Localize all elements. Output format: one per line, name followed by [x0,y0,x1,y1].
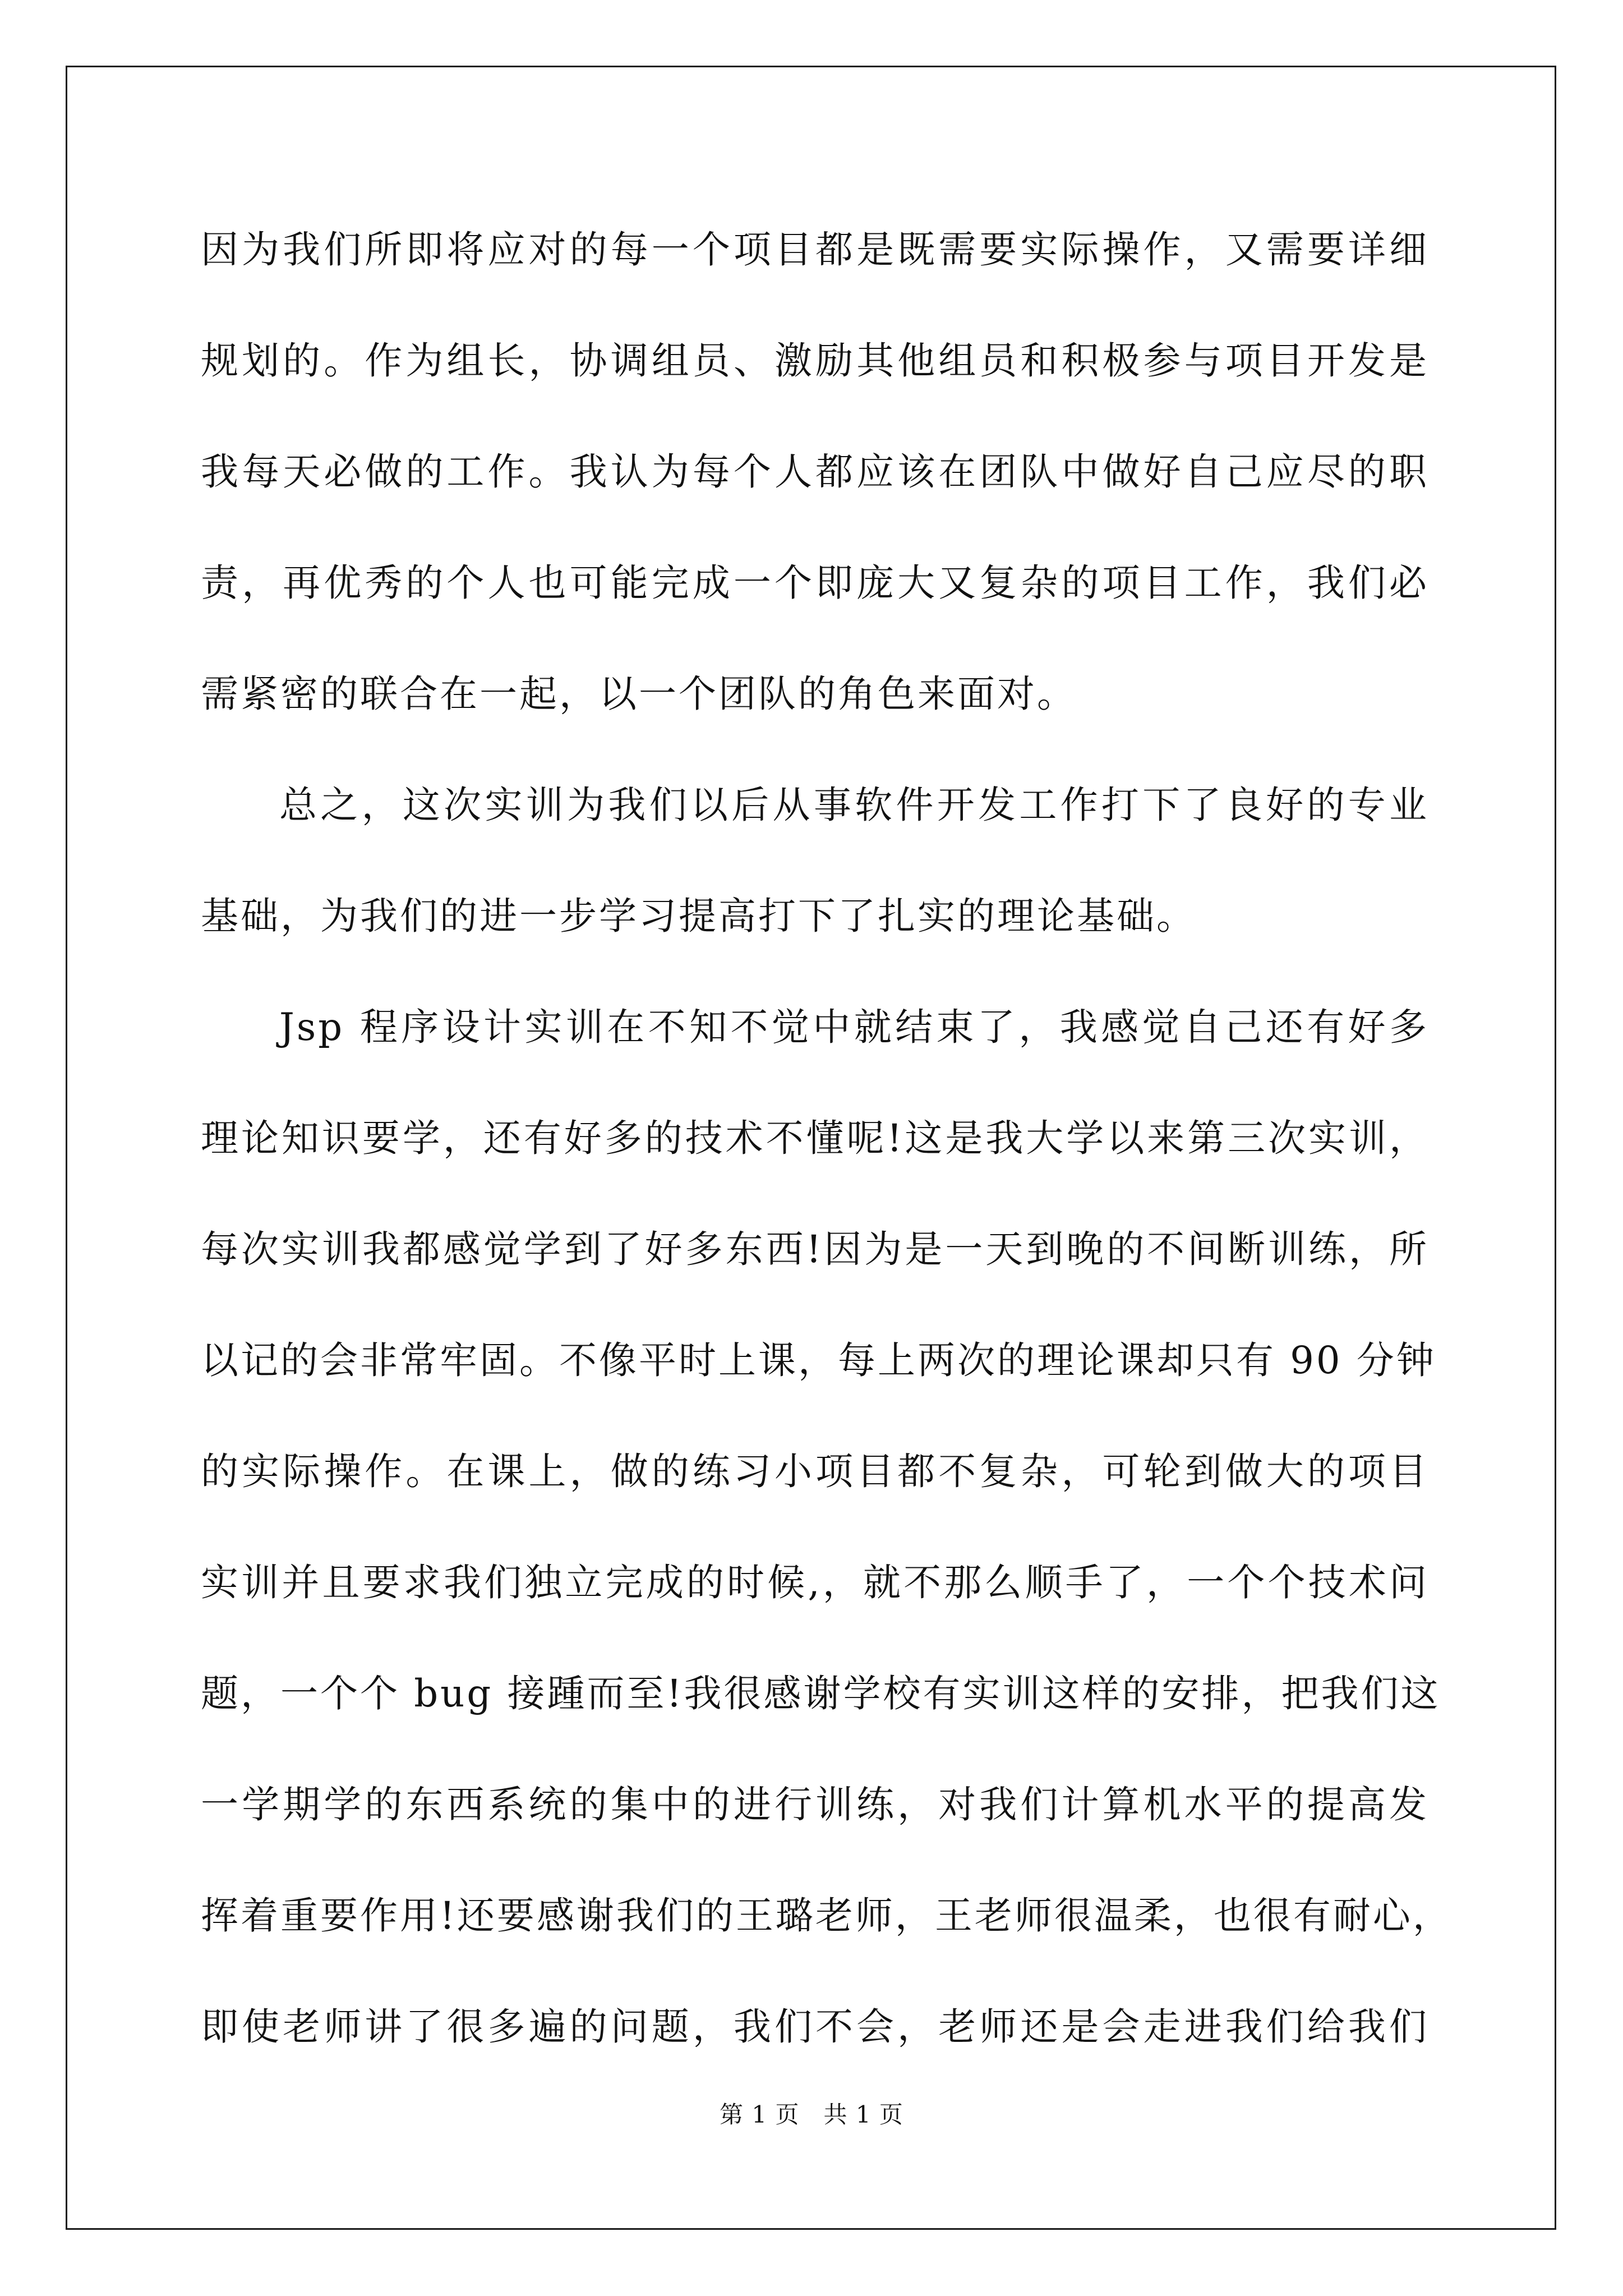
body-text-line-1: 因为我们所即将应对的每一个项目都是既需要实际操作，又需要详细 [201,228,1429,272]
body-text-line-13: 实训并且要求我们独立完成的时候,，就不那么顺手了，一个个技术问 [201,1561,1429,1604]
body-text-line-14: 题，一个个 bug 接踵而至!我很感谢学校有实训这样的安排，把我们这 [201,1672,1441,1715]
body-text-line-17: 即使老师讲了很多遍的问题，我们不会，老师还是会走进我们给我们 [201,2005,1429,2049]
body-text-line-15: 一学期学的东西系统的集中的进行训练，对我们计算机水平的提高发 [201,1783,1429,1826]
body-text-line-9: 理论知识要学，还有好多的技术不懂呢!这是我大学以来第三次实训， [201,1116,1429,1160]
body-text-line-5: 需紧密的联合在一起，以一个团队的角色来面对。 [201,672,1077,716]
body-text-line-11: 以记的会非常牢固。不像平时上课，每上两次的理论课却只有 90 分钟 [201,1338,1436,1382]
paragraph-start-line-6: 总之，这次实训为我们以后从事软件开发工作打下了良好的专业 [279,783,1429,827]
body-text-line-16: 挥着重要作用!还要感谢我们的王璐老师，王老师很温柔，也很有耐心， [201,1894,1453,1938]
body-text-line-3: 我每天必做的工作。我认为每个人都应该在团队中做好自己应尽的职 [201,450,1429,494]
body-text-line-12: 的实际操作。在课上，做的练习小项目都不复杂，可轮到做大的项目 [201,1450,1429,1493]
paragraph-start-line-8: Jsp 程序设计实训在不知不觉中就结束了，我感觉自己还有好多 [279,1005,1429,1049]
body-text-line-2: 规划的。作为组长，协调组员、激励其他组员和积极参与项目开发是 [201,339,1429,383]
body-text-line-10: 每次实训我都感觉学到了好多东西!因为是一天到晚的不间断训练，所 [201,1227,1429,1271]
body-text-line-4: 责，再优秀的个人也可能完成一个即庞大又复杂的项目工作，我们必 [201,561,1429,605]
body-text-line-7: 基础，为我们的进一步学习提高打下了扎实的理论基础。 [201,894,1196,938]
page-number: 第 1 页 共 1 页 [720,2101,903,2128]
